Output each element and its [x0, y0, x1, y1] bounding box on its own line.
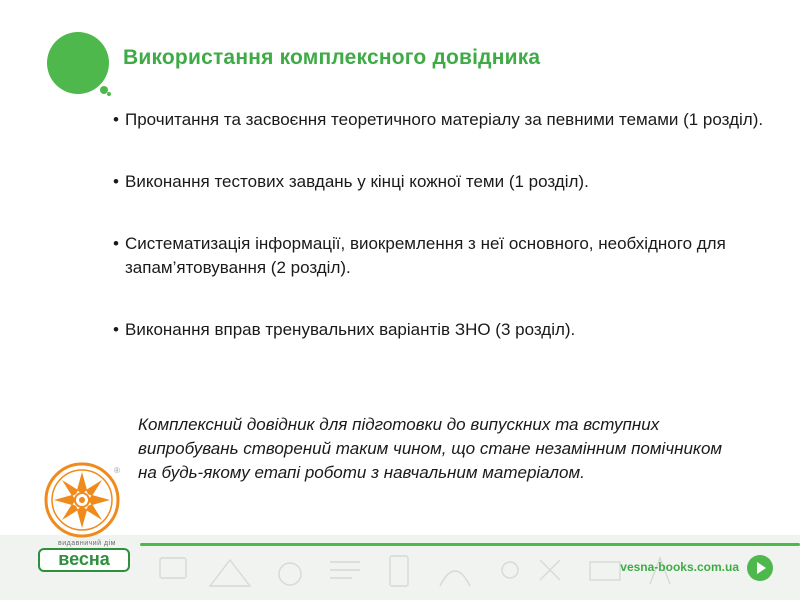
logo-subtitle: видавничий дім [58, 540, 116, 547]
logo-name: весна [38, 548, 130, 572]
registered-mark: ® [114, 466, 120, 475]
decorative-dot [107, 92, 111, 96]
bullet-item: • Виконання тестових завдань у кінці кожної теми (1 розділ). [110, 170, 780, 194]
summary-note: Комплексний довідник для підготовки до випускних та вступних випробувань створений таким чином, що стане незамінним помічником на будь-якому етапі роботи з навчальним матеріалом. [138, 415, 723, 482]
next-slide-button[interactable] [747, 555, 773, 581]
website-link[interactable]: vesna-books.com.ua [620, 560, 739, 574]
bullet-item: • Виконання вправ тренувальних варіантів ЗНО (3 розділ). [110, 318, 780, 342]
bullet-item: • Прочитання та засвоєння теоретичного матеріалу за певними темами (1 розділ). [110, 108, 780, 132]
bullet-list [110, 108, 780, 380]
decorative-circle [47, 32, 109, 94]
play-arrow-icon [757, 562, 766, 574]
footer-accent-line [140, 543, 800, 546]
bullet-item: • Систематизація інформації, виокремлення з неї основного, необхідного для запам’ятовування (2 розділ). [110, 232, 780, 280]
slide-title: Використання комплексного довідника [123, 46, 541, 69]
